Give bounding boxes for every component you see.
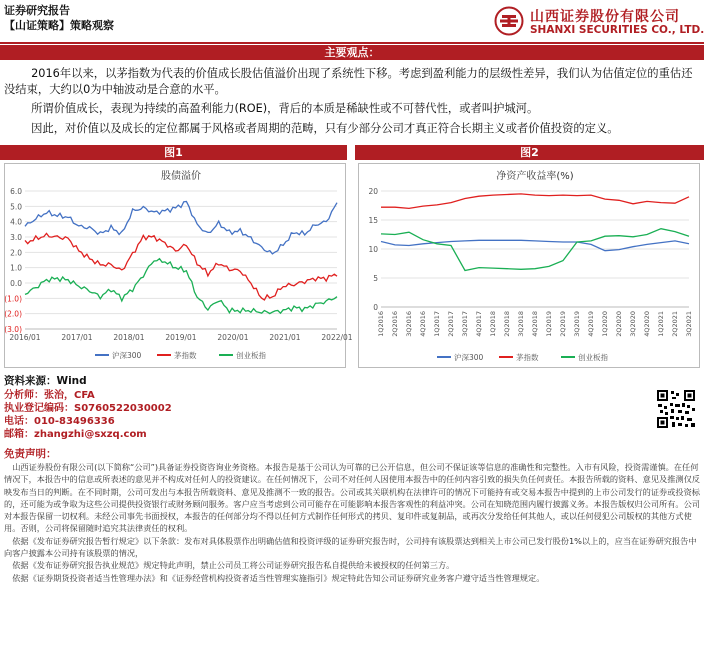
x-tick-label: 2020/01 (217, 333, 249, 342)
analyst-name: 分析师：张治，CFA (4, 390, 95, 401)
y-tick-label: 3.0 (10, 233, 22, 242)
x-tick-label: 3Q2017 (461, 311, 469, 337)
x-tick-label: 3Q2018 (517, 311, 525, 337)
x-tick-label: 1Q2017 (433, 311, 441, 337)
figure-1-panel (4, 163, 353, 368)
x-tick-label: 4Q2020 (643, 311, 651, 337)
y-tick-label: (1.0) (4, 294, 22, 304)
chart-title: 股债溢价 (161, 171, 201, 182)
analyst-cert: 执业登记编码：S0760522030002 (4, 403, 172, 414)
disclaimer-paragraph-3: 依据《发布证券研究报告执业规范》规定特此声明，禁止公司员工将公司证券研究报告私自提供给未被授权的任何第三方。 (12, 560, 455, 571)
roe-chart (359, 164, 699, 367)
x-tick-label: 2018/01 (113, 333, 145, 342)
data-source: 资料来源：Wind (4, 375, 87, 387)
summary-paragraph-2: 所谓价值成长，表现为持续的高盈利能力(ROE)，背后的本质是稀缺性或不可替代性，或者叫护城河。 (31, 102, 539, 115)
company-name-en: SHANXI SECURITIES CO., LTD. (530, 24, 704, 36)
x-tick-label: 2Q2019 (559, 311, 567, 337)
x-tick-label: 1Q2021 (657, 311, 665, 337)
y-tick-label: 5 (373, 274, 378, 283)
x-tick-label: 2019/01 (165, 333, 197, 342)
x-tick-label: 3Q2020 (629, 311, 637, 337)
series-line-1 (25, 202, 337, 254)
figure-1-label: 图1 (0, 145, 347, 160)
legend-label: 沪深300 (112, 351, 142, 360)
legend-label: 创业板指 (578, 353, 608, 362)
x-tick-label: 2017/01 (61, 333, 93, 342)
legend-label: 创业板指 (236, 351, 266, 360)
y-tick-label: 6.0 (10, 187, 22, 196)
x-tick-label: 4Q2019 (587, 311, 595, 337)
legend-label: 沪深300 (454, 353, 484, 362)
x-tick-label: 1Q2019 (545, 311, 553, 337)
x-tick-label: 2Q2016 (391, 311, 399, 337)
x-tick-label: 2021/01 (269, 333, 301, 342)
figure-2-panel (358, 163, 700, 368)
summary-paragraph-3: 因此，对价值以及成长的定位都属于风格或者周期的范畴，只有少部分公司才真正符合长期主义或者价值投资的定义。 (31, 122, 619, 135)
figure-2-label: 图2 (355, 145, 704, 160)
report-column: 【山证策略】策略观察 (4, 19, 114, 32)
chart-title: 净资产收益率(%) (496, 171, 574, 182)
disclaimer-title: 免责声明： (4, 448, 57, 460)
x-tick-label: 4Q2016 (419, 311, 427, 337)
x-tick-label: 2Q2018 (503, 311, 511, 337)
y-tick-label: 0 (373, 303, 378, 312)
qr-code-icon[interactable] (656, 389, 696, 429)
x-tick-label: 1Q2020 (601, 311, 609, 337)
x-tick-label: 1Q2018 (489, 311, 497, 337)
disclaimer-body (4, 461, 700, 584)
summary-title: 主要观点： (0, 45, 704, 60)
disclaimer-paragraph-2: 依据《发布证券研究报告暂行规定》以下条款：发布对具体股票作出明确估值和投资评级的证券研究报告时，公司持有该股票达到相关上市公司已发行股份1%以上的，应当在证券研究报告中向客户披露本公司持有该股票的情况， (4, 535, 697, 559)
y-tick-label: (3.0) (4, 325, 22, 334)
analyst-phone: 电话：010-83496336 (4, 416, 115, 427)
y-tick-label: 1.0 (10, 263, 22, 273)
y-tick-label: 4.0 (10, 217, 22, 227)
report-type: 证券研究报告 (4, 4, 70, 17)
y-tick-label: 2.0 (10, 248, 22, 258)
series-line-3 (381, 229, 689, 271)
x-tick-label: 2022/01 (321, 333, 353, 342)
disclaimer-paragraph-4: 依据《证券期货投资者适当性管理办法》和《证券经营机构投资者适当性管理实施指引》规定特此告知公司证券研究业务客户遵守适当性管理规定。 (12, 572, 545, 583)
legend-label: 茅指数 (516, 353, 539, 362)
y-tick-label: (2.0) (4, 309, 22, 319)
x-tick-label: 2Q2020 (615, 311, 623, 337)
x-tick-label: 4Q2018 (531, 311, 539, 337)
company-name-cn: 山西证券股份有限公司 (530, 9, 680, 25)
x-tick-label: 3Q2021 (685, 311, 693, 337)
analyst-email[interactable]: 邮箱：zhangzhi@sxzq.com (4, 429, 147, 440)
legend-label: 茅指数 (174, 351, 197, 360)
x-tick-label: 3Q2019 (573, 311, 581, 337)
company-logo-icon (494, 6, 524, 36)
x-tick-label: 4Q2017 (475, 311, 483, 337)
x-tick-label: 3Q2016 (405, 311, 413, 337)
series-line-3 (25, 259, 337, 314)
y-tick-label: 10 (368, 245, 378, 254)
y-tick-label: 15 (368, 216, 378, 225)
stock-bond-premium-chart (4, 164, 353, 367)
series-line-2 (381, 194, 689, 209)
header-divider (0, 42, 704, 44)
y-tick-label: 0.0 (10, 279, 22, 288)
x-tick-label: 2Q2021 (671, 311, 679, 337)
x-tick-label: 2Q2017 (447, 311, 455, 337)
y-tick-label: 20 (368, 187, 378, 196)
x-tick-label: 1Q2016 (377, 311, 385, 337)
y-tick-label: 5.0 (10, 202, 22, 212)
disclaimer-paragraph-1: 山西证券股份有限公司(以下简称“公司”)具备证券投资咨询业务资格。本报告是基于公司认为可靠的已公开信息，但公司不保证该等信息的准确性和完整性。入市有风险，投资需谨慎。在任何情况下，本报告中的信息或所表述的意见并不构成对任何人的投资建议。在任何情况下，公司不对任何人因使用本报告中的任何内容引致的损失负任何责任。本报告所载的资料、意见及推测仅反映发布当日的判断。在不同时期，公司可发出与本报告所载资料、意见及推测不一致的报告。公司或其关联机构在法律许可的情况下可能持有或交易本报告中提到的上市公司发行的证券或投资标的，还可能为或争取为这些公司提供投资银行或财务顾问服务。客户应当考虑到公司可能存在可能影响本报告客观性的利益冲突。公司在知晓范围内履行披露义务。本报告版权归公司所有。公司对本报告保留一切权利。未经公司事先书面授权，本报告的任何部分均不得以任何方式制作任何形式的拷贝、复印件或复制品，或再次分发给任何其他人，或以任何侵犯公司版权的其他方式使用。否则，公司将保留随时追究其法律责任的权利。 (4, 462, 700, 534)
summary-paragraph-1: 2016年以来，以茅指数为代表的价值成长股估值溢价出现了系统性下移。考虑到盈利能力的层级性差异，我们认为估值定位的重估还没结束，大约以0为中轴波动是合意的水平。 (4, 67, 693, 96)
x-tick-label: 2016/01 (9, 333, 41, 342)
